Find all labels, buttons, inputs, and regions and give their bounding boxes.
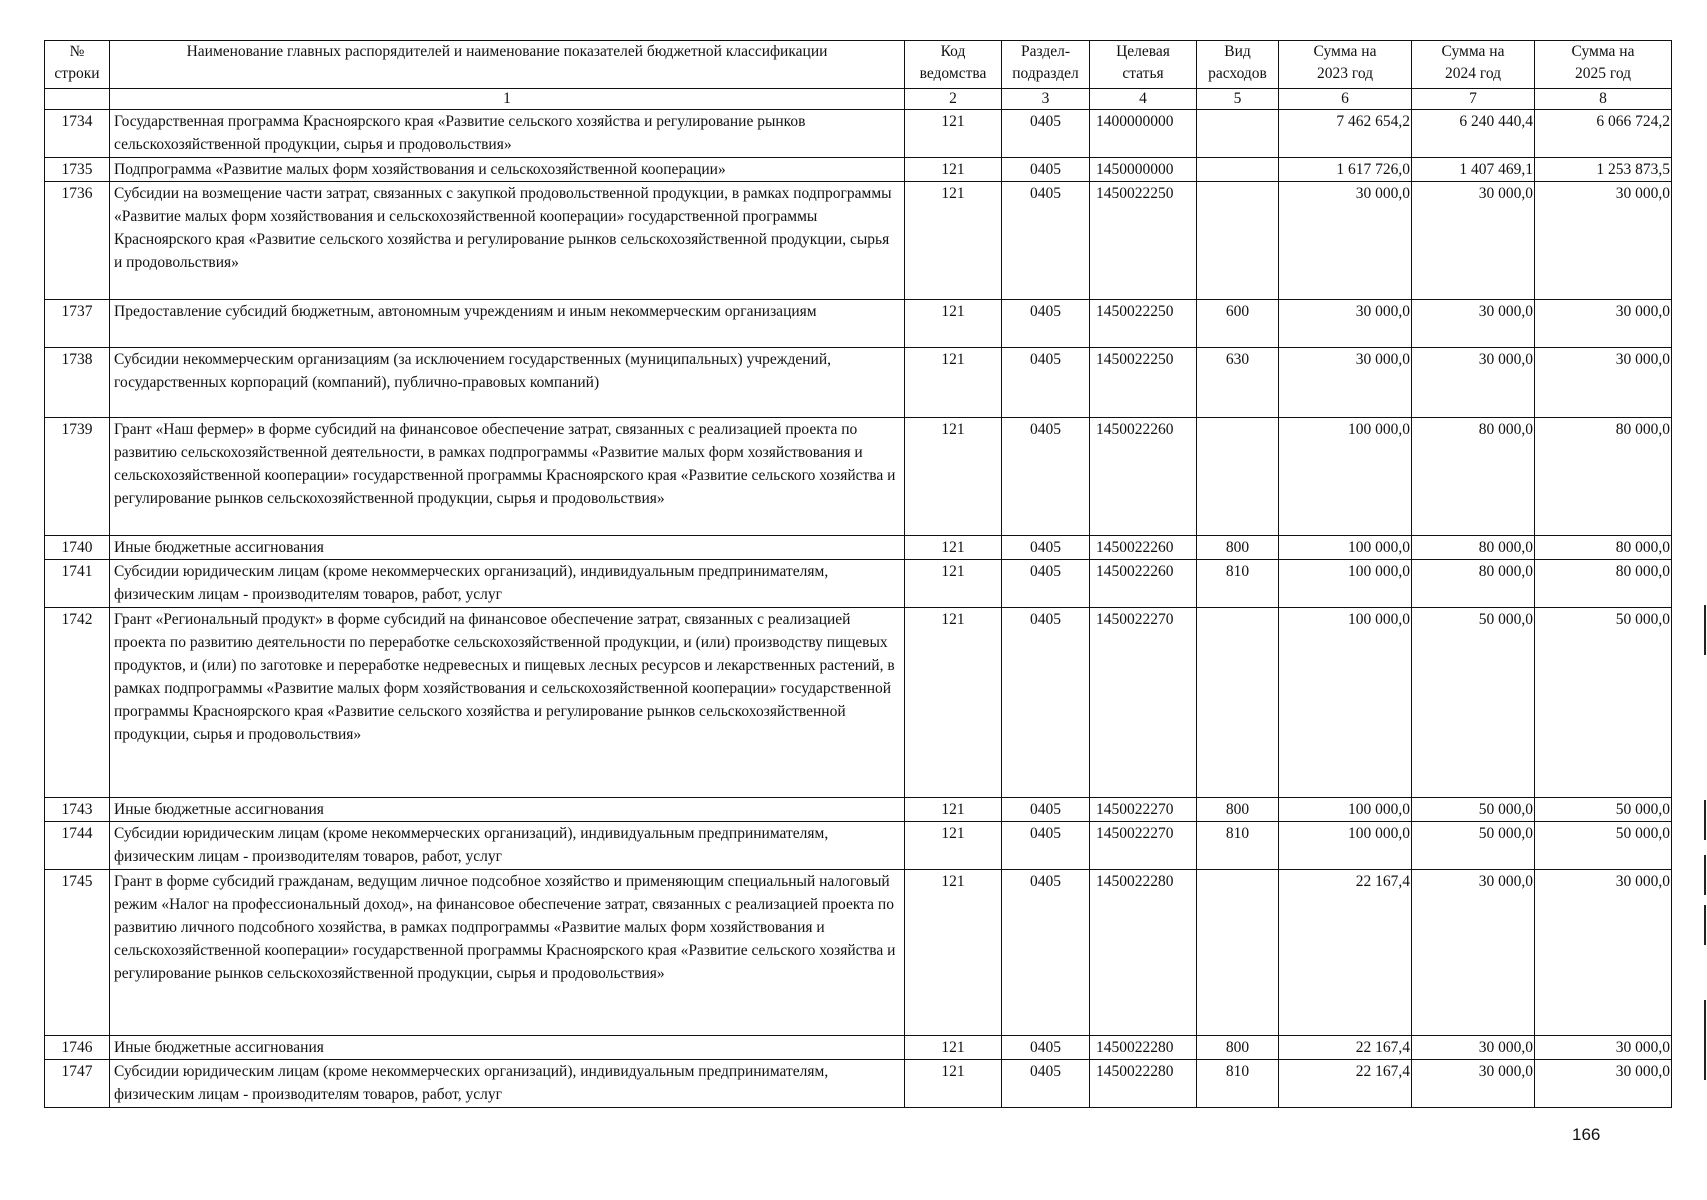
row-dept-code: 121 [905, 870, 1002, 1036]
row-sum-2025: 30 000,0 [1535, 1036, 1672, 1060]
header-sum-2024: Сумма на 2024 год [1412, 41, 1535, 89]
row-expense-type: 800 [1197, 536, 1279, 560]
column-number: 2 [905, 89, 1002, 110]
row-sum-2024: 50 000,0 [1412, 798, 1535, 822]
row-sum-2025: 30 000,0 [1535, 870, 1672, 1036]
row-number: 1745 [45, 870, 110, 1036]
row-target-article: 1450022260 [1090, 418, 1197, 536]
row-target-article: 1400000000 [1090, 110, 1197, 158]
row-sum-2024: 30 000,0 [1412, 1060, 1535, 1108]
table-row [45, 560, 1672, 608]
row-number: 1744 [45, 822, 110, 870]
row-number: 1741 [45, 560, 110, 608]
table-row [45, 418, 1672, 536]
scan-edge-mark [1704, 1000, 1706, 1080]
row-sum-2025: 80 000,0 [1535, 536, 1672, 560]
column-number-row [45, 89, 1672, 110]
table-row [45, 822, 1672, 870]
row-sum-2023: 100 000,0 [1279, 560, 1412, 608]
row-sum-2024: 80 000,0 [1412, 418, 1535, 536]
table-body [45, 110, 1672, 1108]
header-dept-code: Код ведомства [905, 41, 1002, 89]
row-sum-2023: 1 617 726,0 [1279, 158, 1412, 182]
row-section: 0405 [1002, 1036, 1090, 1060]
row-sum-2024: 50 000,0 [1412, 608, 1535, 798]
row-number: 1747 [45, 1060, 110, 1108]
row-sum-2023: 100 000,0 [1279, 536, 1412, 560]
row-target-article: 1450022270 [1090, 798, 1197, 822]
row-dept-code: 121 [905, 182, 1002, 300]
row-number: 1739 [45, 418, 110, 536]
table-row [45, 1060, 1672, 1108]
row-sum-2024: 6 240 440,4 [1412, 110, 1535, 158]
row-name: Субсидии юридическим лицам (кроме некоммерческих организаций), индивидуальным предпринимателям, физическим лицам - производителям товаров, работ, услуг [110, 1060, 905, 1108]
column-number: 3 [1002, 89, 1090, 110]
row-sum-2023: 7 462 654,2 [1279, 110, 1412, 158]
row-section: 0405 [1002, 300, 1090, 348]
table-row [45, 182, 1672, 300]
row-sum-2025: 6 066 724,2 [1535, 110, 1672, 158]
row-sum-2023: 30 000,0 [1279, 182, 1412, 300]
row-section: 0405 [1002, 110, 1090, 158]
row-number: 1735 [45, 158, 110, 182]
row-number: 1740 [45, 536, 110, 560]
table-row [45, 608, 1672, 798]
row-dept-code: 121 [905, 822, 1002, 870]
row-number: 1737 [45, 300, 110, 348]
row-number: 1738 [45, 348, 110, 418]
row-sum-2023: 30 000,0 [1279, 348, 1412, 418]
budget-table [44, 40, 1672, 1108]
row-target-article: 1450022260 [1090, 536, 1197, 560]
row-sum-2025: 50 000,0 [1535, 798, 1672, 822]
column-number: 8 [1535, 89, 1672, 110]
row-target-article: 1450022280 [1090, 870, 1197, 1036]
table-row [45, 1036, 1672, 1060]
row-section: 0405 [1002, 1060, 1090, 1108]
row-dept-code: 121 [905, 110, 1002, 158]
column-number: 4 [1090, 89, 1197, 110]
row-expense-type: 800 [1197, 798, 1279, 822]
row-expense-type: 600 [1197, 300, 1279, 348]
table-row [45, 158, 1672, 182]
header-section: Раздел-подраздел [1002, 41, 1090, 89]
row-name: Субсидии юридическим лицам (кроме некоммерческих организаций), индивидуальным предпринимателям, физическим лицам - производителям товаров, работ, услуг [110, 560, 905, 608]
row-expense-type [1197, 158, 1279, 182]
row-name: Иные бюджетные ассигнования [110, 536, 905, 560]
row-sum-2025: 30 000,0 [1535, 182, 1672, 300]
row-expense-type: 810 [1197, 1060, 1279, 1108]
header-sum-2023: Сумма на 2023 год [1279, 41, 1412, 89]
row-dept-code: 121 [905, 1060, 1002, 1108]
table-row [45, 300, 1672, 348]
row-target-article: 1450022270 [1090, 822, 1197, 870]
row-sum-2023: 100 000,0 [1279, 608, 1412, 798]
row-number: 1743 [45, 798, 110, 822]
row-dept-code: 121 [905, 418, 1002, 536]
row-section: 0405 [1002, 348, 1090, 418]
row-dept-code: 121 [905, 536, 1002, 560]
row-name: Подпрограмма «Развитие малых форм хозяйствования и сельскохозяйственной кооперации» [110, 158, 905, 182]
row-name: Государственная программа Красноярского края «Развитие сельского хозяйства и регулирование рынков сельскохозяйственной продукции, сырья и продовольствия» [110, 110, 905, 158]
row-sum-2024: 1 407 469,1 [1412, 158, 1535, 182]
row-expense-type: 630 [1197, 348, 1279, 418]
scan-edge-mark [1704, 800, 1706, 840]
row-sum-2024: 30 000,0 [1412, 1036, 1535, 1060]
row-expense-type [1197, 110, 1279, 158]
row-sum-2025: 80 000,0 [1535, 560, 1672, 608]
row-section: 0405 [1002, 608, 1090, 798]
row-expense-type [1197, 608, 1279, 798]
row-name: Грант «Наш фермер» в форме субсидий на финансовое обеспечение затрат, связанных с реализацией проекта по развитию сельскохозяйственной деятельности, в рамках подпрограммы «Развитие малых форм хозяйствования и сельскохозяйственной кооперации» государственной программы Красноярского края «Развитие сельского хозяйства и регулирование рынков сельскохозяйственной продукции, сырья и продовольствия» [110, 418, 905, 536]
scan-edge-mark [1704, 605, 1706, 655]
row-section: 0405 [1002, 418, 1090, 536]
row-dept-code: 121 [905, 798, 1002, 822]
row-target-article: 1450022280 [1090, 1036, 1197, 1060]
row-sum-2025: 1 253 873,5 [1535, 158, 1672, 182]
row-section: 0405 [1002, 158, 1090, 182]
row-name: Иные бюджетные ассигнования [110, 798, 905, 822]
column-number: 7 [1412, 89, 1535, 110]
row-target-article: 1450022280 [1090, 1060, 1197, 1108]
row-expense-type: 800 [1197, 1036, 1279, 1060]
scan-edge-mark [1704, 905, 1706, 945]
table-row [45, 870, 1672, 1036]
column-number: 1 [110, 89, 905, 110]
table-row [45, 798, 1672, 822]
column-number-empty [45, 89, 110, 110]
row-target-article: 1450022250 [1090, 348, 1197, 418]
row-section: 0405 [1002, 536, 1090, 560]
row-sum-2024: 30 000,0 [1412, 300, 1535, 348]
row-expense-type [1197, 870, 1279, 1036]
table-row [45, 536, 1672, 560]
header-name: Наименование главных распорядителей и наименование показателей бюджетной классификации [110, 41, 905, 89]
header-expense-type: Вид расходов [1197, 41, 1279, 89]
row-sum-2024: 80 000,0 [1412, 536, 1535, 560]
row-sum-2023: 100 000,0 [1279, 418, 1412, 536]
row-expense-type: 810 [1197, 560, 1279, 608]
row-name: Предоставление субсидий бюджетным, автономным учреждениям и иным некоммерческим организациям [110, 300, 905, 348]
row-section: 0405 [1002, 822, 1090, 870]
row-dept-code: 121 [905, 158, 1002, 182]
row-dept-code: 121 [905, 608, 1002, 798]
row-sum-2024: 30 000,0 [1412, 870, 1535, 1036]
row-sum-2023: 30 000,0 [1279, 300, 1412, 348]
row-number: 1746 [45, 1036, 110, 1060]
row-name: Грант «Региональный продукт» в форме субсидий на финансовое обеспечение затрат, связанных с реализацией проекта по развитию деятельности по переработке сельскохозяйственной продукции, и (или) производству пищевых продуктов, и (или) по заготовке и переработке недревесных и пищевых лесных ресурсов и лекарственных растений, в рамках подпрограммы «Развитие малых форм хозяйствования и сельскохозяйственной кооперации» государственной программы Красноярского края «Развитие сельского хозяйства и регулирование рынков сельскохозяйственной продукции, сырья и продовольствия» [110, 608, 905, 798]
page-number: 166 [1572, 1125, 1601, 1144]
row-sum-2023: 22 167,4 [1279, 1060, 1412, 1108]
row-sum-2024: 30 000,0 [1412, 348, 1535, 418]
row-target-article: 1450022250 [1090, 300, 1197, 348]
row-name: Субсидии юридическим лицам (кроме некоммерческих организаций), индивидуальным предпринимателям, физическим лицам - производителям товаров, работ, услуг [110, 822, 905, 870]
row-name: Иные бюджетные ассигнования [110, 1036, 905, 1060]
row-sum-2025: 30 000,0 [1535, 348, 1672, 418]
header-row-no: № строки [45, 41, 110, 89]
row-dept-code: 121 [905, 300, 1002, 348]
row-name: Субсидии некоммерческим организациям (за исключением государственных (муниципальных) учреждений, государственных корпораций (компаний), публично-правовых компаний) [110, 348, 905, 418]
row-section: 0405 [1002, 798, 1090, 822]
header-target-article: Целевая статья [1090, 41, 1197, 89]
row-target-article: 1450022250 [1090, 182, 1197, 300]
row-expense-type [1197, 182, 1279, 300]
row-number: 1736 [45, 182, 110, 300]
row-section: 0405 [1002, 870, 1090, 1036]
row-sum-2025: 30 000,0 [1535, 1060, 1672, 1108]
row-dept-code: 121 [905, 348, 1002, 418]
table-row [45, 348, 1672, 418]
row-target-article: 1450022270 [1090, 608, 1197, 798]
row-expense-type [1197, 418, 1279, 536]
row-sum-2023: 100 000,0 [1279, 822, 1412, 870]
row-sum-2023: 22 167,4 [1279, 870, 1412, 1036]
header-sum-2025: Сумма на 2025 год [1535, 41, 1672, 89]
row-sum-2025: 50 000,0 [1535, 822, 1672, 870]
row-name: Субсидии на возмещение части затрат, связанных с закупкой продовольственной продукции, в рамках подпрограммы «Развитие малых форм хозяйствования и сельскохозяйственной кооперации» государственной программы Красноярского края «Развитие сельского хозяйства и регулирование рынков сельскохозяйственной продукции, сырья и продовольствия» [110, 182, 905, 300]
scan-edge-mark [1704, 855, 1706, 895]
row-number: 1742 [45, 608, 110, 798]
row-sum-2025: 80 000,0 [1535, 418, 1672, 536]
row-dept-code: 121 [905, 560, 1002, 608]
row-sum-2024: 30 000,0 [1412, 182, 1535, 300]
row-sum-2025: 50 000,0 [1535, 608, 1672, 798]
column-number: 5 [1197, 89, 1279, 110]
row-target-article: 1450022260 [1090, 560, 1197, 608]
row-sum-2025: 30 000,0 [1535, 300, 1672, 348]
row-name: Грант в форме субсидий гражданам, ведущим личное подсобное хозяйство и применяющим специальный налоговый режим «Налог на профессиональный доход», на финансовое обеспечение затрат, связанных с реализацией проекта по развитию личного подсобного хозяйства, в рамках подпрограммы «Развитие малых форм хозяйствования и сельскохозяйственной кооперации» государственной программы Красноярского края «Развитие сельского хозяйства и регулирование рынков сельскохозяйственной продукции, сырья и продовольствия» [110, 870, 905, 1036]
row-sum-2023: 22 167,4 [1279, 1036, 1412, 1060]
row-dept-code: 121 [905, 1036, 1002, 1060]
row-expense-type: 810 [1197, 822, 1279, 870]
row-sum-2024: 80 000,0 [1412, 560, 1535, 608]
row-sum-2024: 50 000,0 [1412, 822, 1535, 870]
row-number: 1734 [45, 110, 110, 158]
table-row [45, 110, 1672, 158]
row-target-article: 1450000000 [1090, 158, 1197, 182]
table-header [45, 41, 1672, 110]
row-sum-2023: 100 000,0 [1279, 798, 1412, 822]
row-section: 0405 [1002, 560, 1090, 608]
row-section: 0405 [1002, 182, 1090, 300]
column-number: 6 [1279, 89, 1412, 110]
